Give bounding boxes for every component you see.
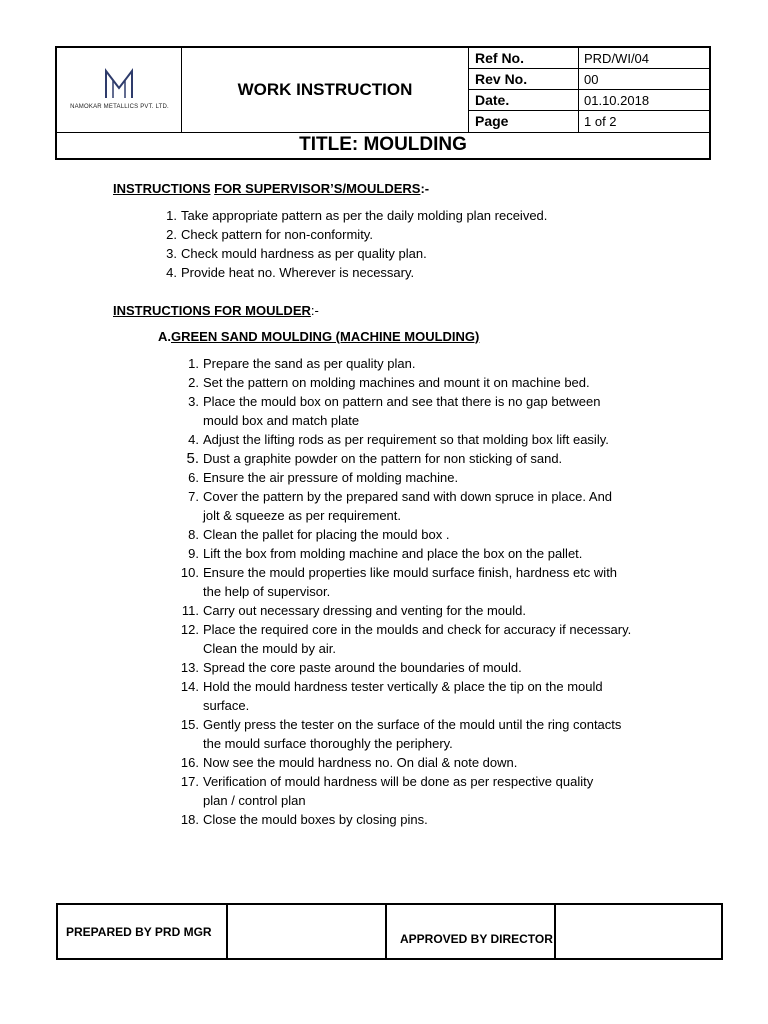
- list-item: [188, 544, 631, 563]
- section-heading-supervisors: [113, 181, 429, 196]
- item-line: Spread the core paste around the boundaries of mould.: [203, 660, 522, 675]
- list-item: [180, 658, 631, 677]
- item-line: the help of supervisor.: [203, 584, 331, 599]
- item-line: Cover the pattern by the prepared sand with down spruce in place. And: [203, 489, 613, 504]
- moulding-steps-list: [180, 354, 632, 829]
- heading-part: INSTRUCTIONS: [113, 181, 211, 196]
- list-item: [180, 753, 631, 772]
- meta-key: Ref No.: [469, 48, 579, 68]
- item-number: 10.: [180, 565, 199, 580]
- meta-row-rev: [469, 69, 711, 90]
- meta-value: 01.10.2018: [584, 93, 650, 108]
- item-line: Dust a graphite powder on the pattern for non sticking of sand.: [203, 451, 563, 466]
- heading-part: INSTRUCTIONS FOR MOULDER: [113, 303, 311, 318]
- heading-part: FOR SUPERVISOR’S/MOULDERS: [214, 181, 421, 196]
- meta-row-date: [469, 90, 711, 111]
- meta-key: Rev No.: [469, 69, 579, 89]
- list-item: [188, 487, 631, 525]
- list-item: [188, 392, 631, 430]
- item-number: 13.: [180, 660, 199, 675]
- list-item: [180, 772, 631, 810]
- list-item: [188, 468, 631, 487]
- list-item: [186, 449, 631, 468]
- item-number: 3.: [188, 394, 199, 409]
- list-item: [166, 206, 548, 225]
- item-number: 3.: [166, 246, 177, 261]
- list-item: [188, 525, 631, 544]
- item-number: 4.: [188, 432, 199, 447]
- item-number: 2.: [166, 227, 177, 242]
- list-item: [180, 563, 631, 601]
- list-item: [180, 620, 632, 658]
- list-item: [166, 225, 547, 244]
- meta-key: Page: [469, 111, 579, 132]
- item-line: Place the required core in the moulds and check for accuracy if necessary.: [203, 622, 632, 637]
- meta-value: 00: [584, 72, 599, 87]
- list-item: [180, 715, 631, 753]
- item-line: Lift the box from molding machine and place the box on the pallet.: [203, 546, 583, 561]
- item-number: 8.: [188, 527, 199, 542]
- list-item: [181, 601, 631, 620]
- item-line: Clean the pallet for placing the mould box .: [203, 527, 450, 542]
- item-number: 11.: [181, 603, 199, 618]
- item-line: Place the mould box on pattern and see that there is no gap between: [203, 394, 601, 409]
- meta-row-ref: [469, 48, 711, 69]
- prepared-by-label: PREPARED BY PRD MGR: [58, 905, 228, 958]
- list-item: [188, 354, 631, 373]
- item-line: Ensure the air pressure of molding machine.: [203, 470, 459, 485]
- item-text: Check pattern for non-conformity.: [181, 227, 373, 242]
- company-logo-icon: [103, 68, 135, 100]
- meta-key: Date.: [469, 90, 579, 110]
- item-text: Check mould hardness as per quality plan.: [181, 246, 427, 261]
- list-item: [188, 373, 631, 392]
- item-line: Adjust the lifting rods as per requirement so that molding box lift easily.: [203, 432, 609, 447]
- list-item: [188, 430, 631, 449]
- document-meta: [469, 48, 711, 132]
- document-type: WORK INSTRUCTION: [182, 48, 469, 132]
- item-line: Prepare the sand as per quality plan.: [203, 356, 416, 371]
- item-line: Carry out necessary dressing and venting for the mould.: [203, 603, 527, 618]
- list-item: [166, 263, 547, 282]
- company-name: NAMOKAR METALLICS PVT. LTD.: [70, 104, 169, 110]
- item-line: Verification of mould hardness will be done as per respective quality: [203, 774, 594, 789]
- sub-prefix: A.: [158, 329, 171, 344]
- heading-suffix: :-: [420, 181, 430, 196]
- item-number: 2.: [188, 375, 199, 390]
- item-number: 18.: [180, 812, 199, 827]
- heading-suffix: :-: [310, 303, 319, 318]
- item-line: Gently press the tester on the surface of the mould until the ring contacts: [203, 717, 622, 732]
- item-text: Provide heat no. Wherever is necessary.: [181, 265, 415, 280]
- list-item: [180, 810, 631, 829]
- list-item: [166, 244, 547, 263]
- item-line: Ensure the mould properties like mould surface finish, hardness etc with: [203, 565, 618, 580]
- document-title: TITLE: MOULDING: [57, 132, 709, 158]
- item-number: 5.: [186, 450, 199, 467]
- item-number: 15.: [180, 717, 199, 732]
- item-number: 9.: [188, 546, 199, 561]
- meta-value: 1 of 2: [584, 114, 617, 129]
- item-line: surface.: [203, 698, 250, 713]
- item-line: the mould surface thoroughly the periphery.: [203, 736, 453, 751]
- item-line: jolt & squeeze as per requirement.: [203, 508, 401, 523]
- item-text: Take appropriate pattern as per the daily molding plan received.: [181, 208, 548, 223]
- company-logo-cell: [57, 48, 182, 132]
- item-number: 14.: [180, 679, 199, 694]
- item-number: 16.: [180, 755, 199, 770]
- meta-row-page: [469, 111, 711, 132]
- meta-value: PRD/WI/04: [584, 51, 650, 66]
- sub-title: GREEN SAND MOULDING (MACHINE MOULDING): [171, 329, 480, 344]
- prepared-by-signature: [228, 905, 387, 958]
- item-line: Clean the mould by air.: [203, 641, 336, 656]
- approved-by-signature: [556, 905, 721, 958]
- item-number: 12.: [180, 622, 199, 637]
- section-heading-moulder: [113, 303, 319, 318]
- item-number: 6.: [188, 470, 199, 485]
- item-number: 17.: [180, 774, 199, 789]
- approved-by-label: APPROVED BY DIRECTOR: [387, 905, 556, 958]
- item-number: 1.: [166, 208, 177, 223]
- list-item: [180, 677, 631, 715]
- item-line: Set the pattern on molding machines and mount it on machine bed.: [203, 375, 590, 390]
- item-line: Hold the mould hardness tester vertically & place the tip on the mould: [203, 679, 603, 694]
- item-number: 7.: [188, 489, 199, 504]
- signature-table: [56, 903, 723, 960]
- header-table: [55, 46, 711, 160]
- item-line: plan / control plan: [203, 793, 306, 808]
- item-number: 1.: [188, 356, 199, 371]
- supervisor-instructions-list: [166, 206, 548, 282]
- item-line: Now see the mould hardness no. On dial & note down.: [203, 755, 518, 770]
- item-line: mould box and match plate: [203, 413, 360, 428]
- sub-heading-green-sand: [158, 329, 479, 344]
- item-number: 4.: [166, 265, 177, 280]
- item-line: Close the mould boxes by closing pins.: [203, 812, 428, 827]
